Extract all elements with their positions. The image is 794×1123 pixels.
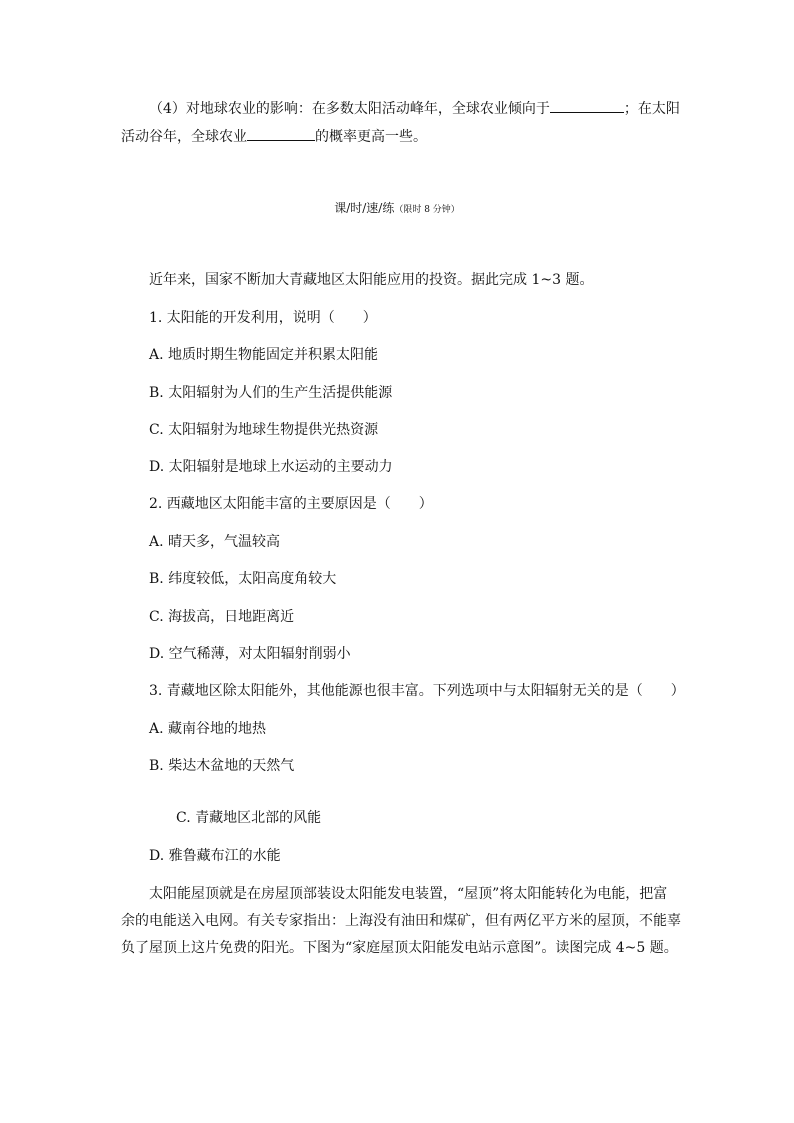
question-3-option-c: C. 青藏地区北部的风能 [176,810,322,826]
intro-2-line-1: 太阳能屋顶就是在房屋顶部装设太阳能发电装置，“屋顶”将太阳能转化为电能，把富 [149,886,668,902]
q4-blank-1[interactable] [550,98,624,113]
question-1-option-c: C. 太阳辐射为地球生物提供光热资源 [149,422,379,438]
q4-line-1 [149,98,680,119]
question-2-option-c: C. 海拔高，日地距离近 [149,609,295,625]
q4-text-1: （4）对地球农业的影响：在多数太阳活动峰年，全球农业倾向于 [149,101,550,117]
question-1-option-b: B. 太阳辐射为人们的生产生活提供能源 [149,385,393,401]
question-2-option-d: D. 空气稀薄，对太阳辐射削弱小 [149,646,351,662]
question-1-stem: 1. 太阳能的开发利用，说明（ ） [149,310,377,326]
question-3-stem: 3. 青藏地区除太阳能外，其他能源也很丰富。下列选项中与太阳辐射无关的是（ ） [149,683,685,699]
q4-line-2 [121,126,427,147]
section-subtitle: （限时 8 分钟） [394,205,460,215]
q4-text-2: ；在太阳 [623,101,680,117]
question-1-option-d: D. 太阳辐射是地球上水运动的主要动力 [149,459,393,475]
q4-text-4: 的概率更高一些。 [315,129,427,145]
section-title [0,199,794,219]
section-title-text: 课/时/速/练 [334,201,395,215]
question-3-option-d: D. 雅鲁藏布江的水能 [149,848,281,864]
question-2-stem: 2. 西藏地区太阳能丰富的主要原因是（ ） [149,496,433,512]
q4-text-3: 活动谷年，全球农业 [121,129,247,145]
question-2-option-b: B. 纬度较低，太阳高度角较大 [149,571,337,587]
question-1-option-a: A. 地质时期生物能固定并积累太阳能 [149,347,379,363]
intro-2-line-2: 余的电能送入电网。有关专家指出：上海没有油田和煤矿，但有两亿平方米的屋顶，不能辜 [121,913,681,929]
question-3-option-b: B. 柴达木盆地的天然气 [149,758,295,774]
question-2-option-a: A. 晴天多，气温较高 [149,534,281,550]
q4-blank-2[interactable] [247,126,315,141]
question-3-option-a: A. 藏南谷地的地热 [149,721,267,737]
intro-2-line-3: 负了屋顶上这片免费的阳光。下图为“家庭屋顶太阳能发电站示意图”。读图完成 4~5 题。 [121,940,678,956]
intro-1: 近年来，国家不断加大青藏地区太阳能应用的投资。据此完成 1~3 题。 [149,272,594,288]
